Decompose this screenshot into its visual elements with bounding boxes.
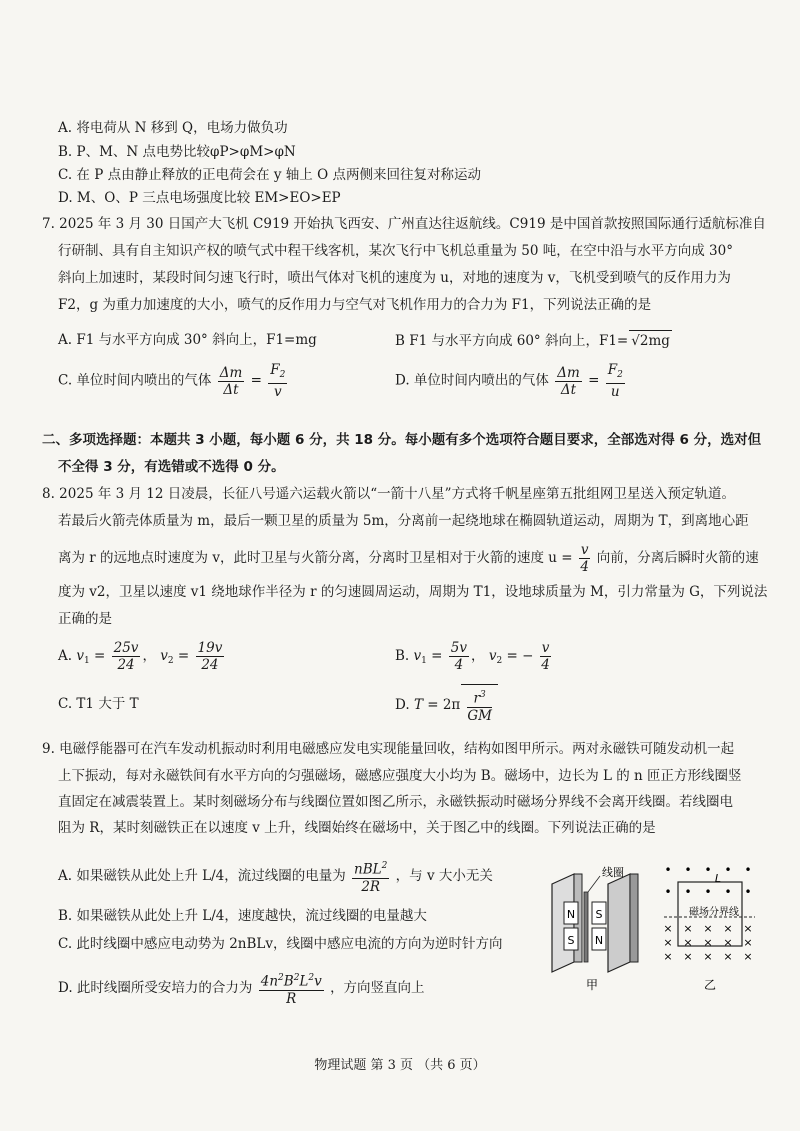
q8-stem-line-5: 正确的是 [58,611,112,627]
field-cross: × [723,922,733,935]
q9-option-a[interactable] [58,858,493,895]
q9-figures [540,862,790,997]
section-2-heading-line-1: 二、多项选择题：本题共 3 小题，每小题 6 分，共 18 分。每小题有多个选项符合题目要求，全部选对得 6 分，选对但 [42,432,762,448]
figure-jia [552,865,638,992]
page-footer: 物理试题 第 3 页 （共 6 页） [314,1058,486,1073]
side-length-label: L [714,872,722,885]
field-cross: × [683,950,693,963]
field-dot: • [704,885,712,899]
q8-u-fraction: $\frac{v}{4}$ [580,542,589,575]
q7-stem-line-4: F2，g 为重力加速度的大小，喷气的反作用力与空气对飞机作用力的合力为 F1，下列说法正确的是 [58,297,652,313]
q7-option-c[interactable]: C. 单位时间内喷出的气体 $\frac{\Delta m}{\Delta t}$ = $\frac{F_2}{v}$ [58,362,286,400]
q9-stem-line-4: 阻为 R，某时刻磁铁正在以速度 v 上升，线圈始终在磁场中，关于图乙中的线圈。下列说法正确的是 [58,820,656,836]
q6-option-a[interactable]: A. 将电荷从 N 移到 Q，电场力做负功 [58,120,288,136]
q9-option-b[interactable]: B. 如果磁铁从此处上升 L/4，速度越快，流过线圈的电量越大 [58,908,427,924]
q8-a-v2-fraction: $\frac{19v}{24}$ [197,640,223,673]
q8-option-b[interactable]: B. $v_1$ = $\frac{5v}{4}$ ， $v_2$ = − $\frac{v}{4}$ [395,640,550,673]
field-dot: • [724,863,732,877]
q9-option-a-text: A. 如果磁铁从此处上升 L/4，流过线圈的电量为 [58,868,346,884]
q7-stem-line-1: 7. 2025 年 3 月 30 日国产大飞机 C919 开始执飞西安、广州直达往返航线。C919 是中国首款按照国际通行适航标准自 [42,216,766,232]
q9-a-fraction: $\frac{nBL^2}{2R}$ [352,858,389,895]
q7-option-c-text: C. 单位时间内喷出的气体 [58,372,212,389]
q8-option-a[interactable]: A. $v_1$ = $\frac{25v}{24}$ ， $v_2$ = $\frac{19v}{24}$ [58,640,223,673]
q7-stem-line-3: 斜向上加速时，某段时间匀速飞行时，喷出气体对飞机的速度为 u，对地的速度为 v，飞机受到喷气的反作用力为 [58,270,731,286]
field-cross: × [723,936,733,949]
q8-a-v1-fraction: $\frac{25v}{24}$ [113,640,139,673]
q8-option-d[interactable]: D. T = 2π $\frac{r^3}{GM}$ [395,684,498,725]
coil-label: 线圈 [602,866,624,879]
field-cross: × [703,936,713,949]
q8-stem-line-3-end: 向前，分离后瞬时火箭的速 [596,550,759,566]
field-crosses [663,922,752,963]
q8-stem-line-3-text: 离为 r 的远地点时速度为 v，此时卫星与火箭分离，分离时卫星相对于火箭的速度 u = [58,550,573,566]
field-cross: × [683,936,693,949]
q8-b-v1-fraction: $\frac{5v}{4}$ [450,640,468,673]
q7-option-d[interactable]: D. 单位时间内喷出的气体 $\frac{\Delta m}{\Delta t}$ = $\frac{F_2}{u}$ [395,362,623,400]
q9-option-a-end: ，与 v 大小无关 [395,868,493,884]
field-cross: × [743,936,753,949]
q7-option-b-value: √2mg [629,330,672,351]
field-dot: • [664,863,672,877]
boundary-label: 磁场分界线 [689,907,739,918]
figure-yi [663,863,755,992]
q6-option-b[interactable]: B. P、M、N 点电势比较φP>φM>φN [58,144,296,160]
q7-option-d-fraction-2: $\frac{F_2}{u}$ [607,362,623,400]
q7-option-a[interactable]: A. F1 与水平方向成 30° 斜向上，F1=mg [58,332,317,348]
q9-stem-line-3: 直固定在减震装置上。某时刻磁场分布与线圈位置如图乙所示，永磁铁振动时磁场分界线不会离开线圈。若线圈电 [58,794,733,810]
q7-option-b[interactable] [395,330,672,351]
magnet-s-top: S [595,908,603,921]
q6-option-c[interactable]: C. 在 P 点由静止释放的正电荷会在 y 轴上 O 点两侧来回往复对称运动 [58,167,481,183]
q9-option-c[interactable]: C. 此时线圈中感应电动势为 2nBLv，线圈中感应电流的方向为逆时针方向 [58,936,503,952]
magnet-n-top: N [566,908,576,921]
q7-option-d-text: D. 单位时间内喷出的气体 [395,372,549,389]
field-cross: × [723,950,733,963]
field-dot: • [744,885,752,899]
field-dot: • [684,863,692,877]
q8-stem-line-4: 度为 v2，卫星以速度 v1 绕地球作半径为 r 的匀速圆周运动，周期为 T1，设地球质量为 M，引力常量为 G，下列说法 [58,584,768,600]
q9-option-d-end: ，方向竖直向上 [330,980,425,996]
q6-option-d[interactable]: D. M、O、P 三点电场强度比较 EM>EO>EP [58,190,341,206]
q8-option-c[interactable]: C. T1 大于 T [58,696,139,712]
field-cross: × [663,936,673,949]
q7-stem-line-2: 行研制、具有自主知识产权的喷气式中程干线客机，某次飞行中飞机总重量为 50 吨，在空中沿与水平方向成 30° [58,243,733,259]
q7-option-d-fraction-1: $\frac{\Delta m}{\Delta t}$ [557,364,580,398]
field-cross: × [743,950,753,963]
q9-d-fraction: $\frac{4n^2B^2L^2v}{R}$ [259,970,324,1007]
field-dot: • [704,863,712,877]
q8-stem-line-1: 8. 2025 年 3 月 12 日凌晨，长征八号遥六运载火箭以“一箭十八星”方式将千帆星座第五批组网卫星送入预定轨道。 [42,486,736,502]
q9-option-d-text: D. 此时线圈所受安培力的合力为 [58,980,253,996]
coil-plate [584,892,588,962]
figure-jia-caption: 甲 [585,978,599,992]
q8-d-sqrt: $\frac{r^3}{GM}$ [461,684,498,725]
field-dot: • [664,885,672,899]
q7-option-c-fraction-1: $\frac{\Delta m}{\Delta t}$ [219,364,243,398]
field-dot: • [724,885,732,899]
magnet-n-bottom: N [594,934,604,947]
field-cross: × [703,950,713,963]
q7-option-c-fraction-2: $\frac{F_2}{v}$ [270,362,286,400]
q9-stem-line-2: 上下振动，每对永磁铁间有水平方向的匀强磁场，磁感应强度大小均为 B。磁场中，边长为 L 的 n 匝正方形线圈竖 [58,768,742,784]
q8-stem-line-2: 若最后火箭壳体质量为 m，最后一颗卫星的质量为 5m，分离前一起绕地球在椭圆轨道运动，周期为 T，到离地心距 [58,513,749,529]
field-cross: × [663,922,673,935]
section-2-heading-line-2: 不全得 3 分，有选错或不选得 0 分。 [58,459,285,475]
figure-yi-caption: 乙 [703,978,717,992]
magnet-s-bottom: S [567,934,575,947]
field-cross: × [683,922,693,935]
q8-stem-line-3 [58,540,759,576]
field-dot: • [684,885,692,899]
field-dot: • [744,863,752,877]
field-cross: × [703,922,713,935]
q9-option-d[interactable] [58,968,425,1008]
q9-stem-line-1: 9. 电磁俘能器可在汽车发动机振动时利用电磁感应发电实现能量回收，结构如图甲所示。两对永磁铁可随发动机一起 [42,741,735,757]
q7-option-b-text: B F1 与水平方向成 60° 斜向上，F1= [395,333,629,349]
field-cross: × [743,922,753,935]
field-cross: × [663,950,673,963]
q8-b-v2-fraction: $\frac{v}{4}$ [541,640,550,673]
